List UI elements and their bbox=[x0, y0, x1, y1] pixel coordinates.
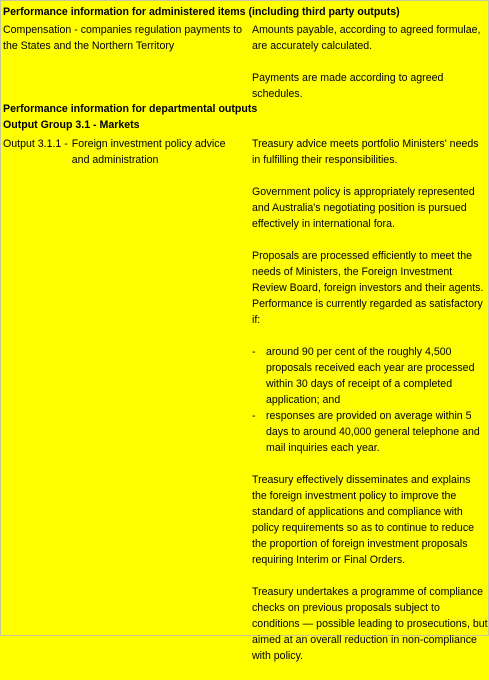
output-group-heading: Output Group 3.1 - Markets bbox=[3, 119, 140, 131]
output-description bbox=[3, 136, 245, 168]
performance-paragraph: Government policy is appropriately represented and Australia's negotiating position is pursued effectively in international fora. bbox=[252, 186, 475, 230]
performance-paragraph: Treasury undertakes a programme of compliance checks on previous proposals subject to conditions — possible leading to prosecutions, but aimed at an overall reduction in non-compliance with policy. bbox=[252, 586, 488, 662]
list-item bbox=[252, 344, 488, 408]
bullet-dash: - bbox=[252, 346, 256, 358]
list-item-text: around 90 per cent of the roughly 4,500 proposals received each year are processed within 30 days of receipt of a completed application; and bbox=[266, 346, 475, 406]
administered-item-performance bbox=[252, 22, 488, 118]
output-performance bbox=[252, 136, 488, 680]
section-heading-administered: Performance information for administered items (including third party outputs) bbox=[3, 6, 400, 18]
output-title: Foreign investment policy advice and administration bbox=[71, 138, 226, 166]
performance-paragraph: Treasury advice meets portfolio Ministers' needs in fulfilling their responsibilities. bbox=[252, 138, 479, 166]
criteria-list bbox=[252, 344, 488, 456]
administered-item-description: Compensation - companies regulation payments to the States and the Northern Territory bbox=[3, 24, 243, 52]
performance-paragraph: Treasury effectively disseminates and explains the foreign investment policy to improve the standard of applications and compliance with policy requirements so as to continue to reduce the proportion of foreign investment proposals requiring Interim or Final Orders. bbox=[252, 474, 475, 566]
grid-line bbox=[0, 0, 1, 636]
list-item bbox=[252, 408, 488, 456]
bullet-dash: - bbox=[252, 410, 256, 422]
section-heading-departmental: Performance information for departmental outputs bbox=[3, 103, 258, 115]
performance-paragraph: Proposals are processed efficiently to meet the needs of Ministers, the Foreign Investment Review Board, foreign investors and their agents. Performance is currently regarded as satisfactory if: bbox=[252, 250, 484, 326]
performance-paragraph: Payments are made according to agreed schedules. bbox=[252, 72, 444, 100]
output-code: Output 3.1.1 - bbox=[3, 138, 68, 150]
list-item-text: responses are provided on average within 5 days to around 40,000 general telephone and mail inquiries each year. bbox=[266, 410, 480, 454]
grid-line bbox=[0, 0, 489, 1]
output-row bbox=[3, 136, 245, 168]
performance-paragraph: Amounts payable, according to agreed formulae, are accurately calculated. bbox=[252, 24, 481, 52]
